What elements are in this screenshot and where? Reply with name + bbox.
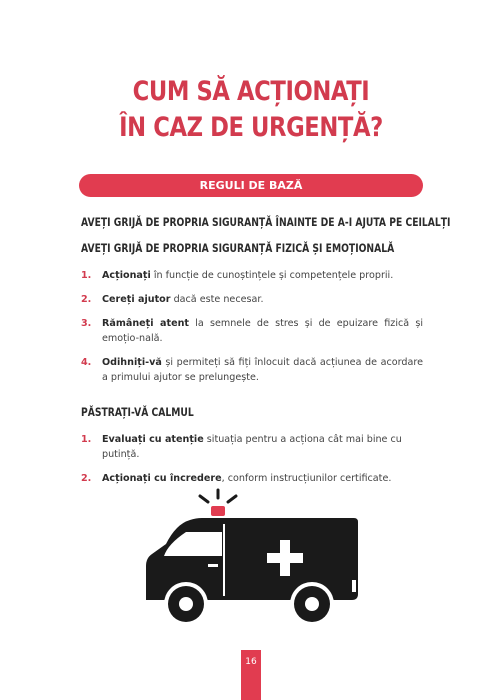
subheading-own-safety: AVEȚI GRIJĂ DE PROPRIA SIGURANȚĂ ÎNAINTE DE A-I AJUTA PE CEILALȚI	[81, 215, 451, 229]
ambulance-icon	[146, 488, 362, 636]
stay-calm-list	[81, 432, 423, 486]
front-hub	[179, 597, 193, 611]
title-line-1: CUM SĂ ACȚIONAȚI	[132, 76, 370, 107]
list-item	[81, 355, 423, 385]
list-number: 4.	[81, 357, 92, 368]
list-item-bold: Acționați	[102, 270, 151, 281]
section-banner: REGULI DE BAZĂ	[79, 174, 423, 197]
siren-ray	[228, 496, 236, 502]
list-number: 1.	[81, 270, 92, 281]
rear-light	[352, 580, 356, 592]
list-item-bold: Evaluați cu atenție	[102, 434, 204, 445]
list-item-text: în funcție de cunoștințele și competențele proprii.	[150, 270, 394, 281]
page-number: 16	[245, 657, 257, 667]
page-title	[0, 74, 502, 146]
list-item	[81, 292, 423, 307]
list-item	[81, 268, 423, 283]
cross-horizontal	[267, 553, 303, 563]
basic-rules-list	[81, 268, 423, 385]
list-item	[81, 316, 423, 346]
list-item-bold: Acționați cu încredere	[102, 473, 222, 484]
subheading-stay-calm: PĂSTRAȚI-VĂ CALMUL	[81, 405, 194, 419]
list-item-text: , conform instrucțiunilor certificate.	[221, 473, 392, 484]
title-line-2: ÎN CAZ DE URGENȚĂ?	[119, 112, 383, 143]
siren-light	[211, 506, 225, 516]
list-item-bold: Rămâneți atent	[102, 318, 190, 329]
siren-ray	[200, 496, 208, 502]
list-item-text: dacă este necesar.	[170, 294, 264, 305]
list-item-text: situația pentru a acționa cât mai bine cu putință.	[102, 434, 402, 460]
list-item-bold: Cereți ajutor	[102, 294, 171, 305]
list-number: 2.	[81, 294, 92, 305]
rear-hub	[305, 597, 319, 611]
list-number: 2.	[81, 473, 92, 484]
door-handle	[208, 564, 218, 567]
list-number: 3.	[81, 318, 92, 329]
list-item	[81, 471, 423, 486]
subheading-physical-emotional-safety: AVEȚI GRIJĂ DE PROPRIA SIGURANȚĂ FIZICĂ ȘI EMOȚIONALĂ	[81, 241, 395, 255]
list-number: 1.	[81, 434, 92, 445]
list-item-text: și permiteți să fiți înlocuit dacă acțiunea de acordare a primului ajutor se prelungește.	[102, 357, 423, 383]
page-number-tab	[241, 650, 261, 700]
list-item-text: la semnele de stres și de epuizare fizică și emoțio-nală.	[102, 318, 423, 344]
list-item	[81, 432, 423, 462]
list-item-bold: Odihniți-vă	[102, 357, 162, 368]
